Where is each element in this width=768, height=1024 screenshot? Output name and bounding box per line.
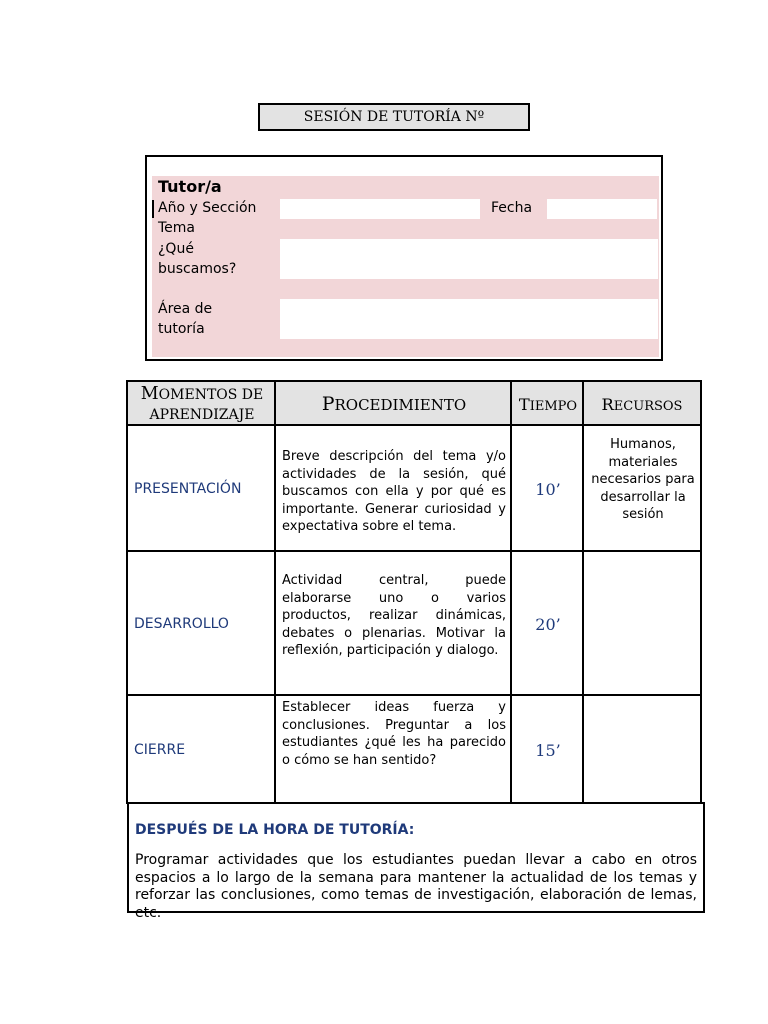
- tutor-label: Tutor/a: [158, 177, 222, 196]
- tiempo-desarrollo: 20’: [535, 614, 561, 634]
- fecha-label: Fecha: [491, 200, 533, 216]
- grid-line: [274, 382, 276, 802]
- procedimiento-desarrollo: Actividad central, puede elaborarse uno o varios productos, realizar dinámicas, debates o plenarias. Motivar la reflexión, participación y dialogo.: [282, 573, 506, 659]
- tiempo-cierre: 15’: [535, 740, 561, 760]
- header-momentos-line1: MOMENTOS DE: [140, 383, 264, 404]
- header-tiempo: [512, 382, 584, 426]
- momento-cierre: CIERRE: [134, 742, 186, 758]
- momento-presentacion: PRESENTACIÓN: [134, 481, 242, 497]
- anio-seccion-field[interactable]: [280, 199, 480, 219]
- grid-line: [128, 550, 700, 552]
- que-buscamos-label-line2: buscamos?: [158, 261, 237, 277]
- grid-line: [510, 382, 512, 802]
- grid-line: [128, 424, 700, 426]
- after-title: DESPUÉS DE LA HORA DE TUTORÍA:: [135, 822, 415, 838]
- anio-seccion-label: Año y Sección: [158, 200, 257, 216]
- header-procedimiento: [276, 382, 512, 426]
- header-recursos-text: RECURSOS: [601, 394, 683, 414]
- area-label-line1: Área de: [158, 301, 213, 317]
- recursos-desarrollo: [587, 556, 699, 694]
- after-body: Programar actividades que los estudiantes puedan llevar a cabo en otros espacios a lo largo de la semana para mantener la actualidad de los temas y reforzar las conclusiones, como temas de investigación, elaboración de lemas, etc.: [135, 852, 697, 921]
- tema-label: Tema: [158, 220, 196, 236]
- recursos-presentacion: Humanos, materiales necesarios para desarrollar la sesión: [591, 437, 695, 523]
- recursos-cierre: [587, 700, 699, 800]
- after-tutoring-box: [127, 802, 705, 921]
- header-tiempo-text: TIEMPO: [518, 394, 578, 414]
- grid-line: [582, 382, 584, 802]
- que-buscamos-label-line1: ¿Qué: [158, 241, 194, 257]
- tiempo-presentacion: 10’: [535, 479, 561, 499]
- header-momentos: [128, 382, 276, 426]
- procedimiento-cierre: Establecer ideas fuerza y conclusiones. Preguntar a los estudiantes ¿qué les ha parecido o cómo se han sentido?: [282, 700, 506, 768]
- left-marker: [152, 200, 154, 218]
- moments-table: [126, 380, 702, 804]
- area-label-line2: tutoría: [158, 321, 205, 337]
- procedimiento-presentacion: Breve descripción del tema y/o actividades de la sesión, qué buscamos con ella y por qué es importante. Generar curiosidad y expectativa sobre el tema.: [282, 449, 506, 535]
- header-recursos: [584, 382, 700, 426]
- que-buscamos-field[interactable]: [280, 239, 658, 279]
- session-title: [258, 103, 530, 131]
- momento-desarrollo: DESARROLLO: [134, 616, 229, 632]
- grid-line: [128, 694, 700, 696]
- area-tutoria-field[interactable]: [280, 299, 658, 339]
- fecha-field[interactable]: [547, 199, 657, 219]
- session-info-form: [145, 155, 663, 361]
- header-momentos-line2: APRENDIZAJE: [149, 406, 255, 423]
- header-procedimiento-text: PROCEDIMIENTO: [321, 393, 467, 415]
- session-title-text: SESIÓN DE TUTORÍA Nº: [303, 109, 485, 125]
